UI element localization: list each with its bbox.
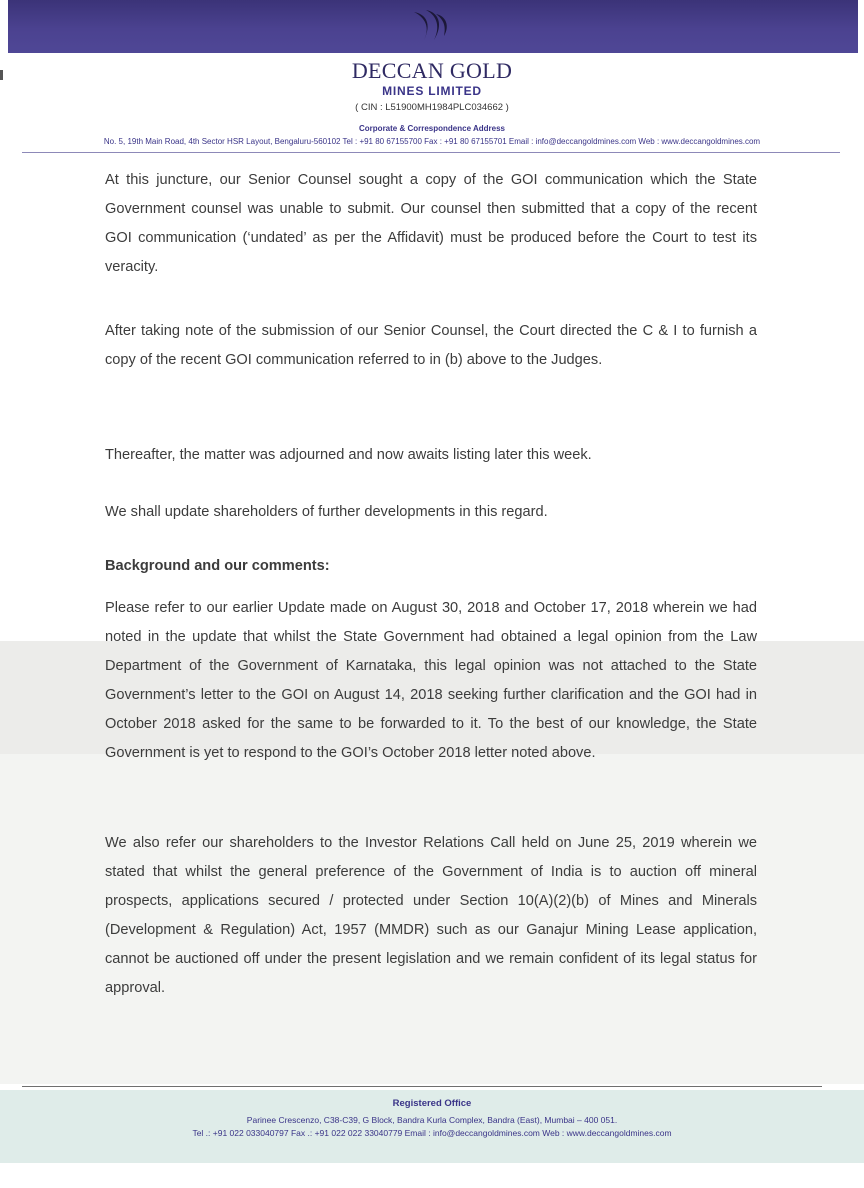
registered-office-address: Parinee Crescenzo, C38-C39, G Block, Bandra Kurla Complex, Bandra (East), Mumbai – 400 051. — [246, 1115, 618, 1125]
corporate-address-title: Corporate & Correspondence Address — [359, 124, 505, 133]
company-logo-icon — [408, 6, 452, 46]
paragraph-update-shareholders: We shall update shareholders of further developments in this regard. — [105, 504, 548, 520]
footer-divider — [22, 1086, 822, 1087]
paragraph-court-direction: After taking note of the submission of our Senior Counsel, the Court directed the C & I to furnish a copy of the recent GOI communication referred to in (b) above to the Judges. — [105, 323, 757, 368]
company-name: DECCAN GOLD — [351, 58, 513, 83]
company-subname: MINES LIMITED — [382, 84, 482, 98]
registered-office-title: Registered Office — [392, 1098, 472, 1109]
paragraph-adjourned: Thereafter, the matter was adjourned and now awaits listing later this week. — [105, 447, 592, 463]
registered-office-contact: Tel .: +91 022 033040797 Fax .: +91 022 022 33040779 Email : info@deccangoldmines.com Web : www.deccangoldmines.com — [192, 1128, 672, 1138]
paragraph-background: Please refer to our earlier Update made on August 30, 2018 and October 17, 2018 wherein we had noted in the update that whilst the State Government had obtained a legal opinion from the Law Department of the Government of Karnataka, this legal opinion was not attached to the State Government’s letter to the GOI on August 14, 2018 seeking further clarification and the GOI had in October 2018 asked for the same to be forwarded to it. To the best of our knowledge, the State Government is yet to respond to the GOI’s October 2018 letter noted above. — [105, 600, 757, 761]
paragraph-counsel-request: At this juncture, our Senior Counsel sought a copy of the GOI communication which the State Government counsel was unable to submit. Our counsel then submitted that a copy of the recent GOI communication (‘undated’ as per the Affidavit) must be produced before the Court to test its veracity. — [105, 172, 757, 275]
header-divider — [22, 152, 840, 153]
corporate-address: No. 5, 19th Main Road, 4th Sector HSR Layout, Bengaluru-560102 Tel : +91 80 67155700 Fax : +91 80 67155701 Email : info@deccangoldmines.com Web : www.deccangoldmines.com — [103, 137, 761, 146]
paragraph-investor-call: We also refer our shareholders to the Investor Relations Call held on June 25, 2019 wherein we stated that whilst the general preference of the Government of India is to auction off mineral prospects, applications secured / protected under Section 10(A)(2)(b) of Mines and Minerals (Development & Regulation) Act, 1957 (MMDR) such as our Ganajur Mining Lease application, cannot be auctioned off under the present legislation and we remain confident of its legal status for approval. — [105, 835, 757, 996]
cin-number: ( CIN : L51900MH1984PLC034662 ) — [355, 102, 509, 113]
section-heading: Background and our comments: — [105, 558, 330, 574]
